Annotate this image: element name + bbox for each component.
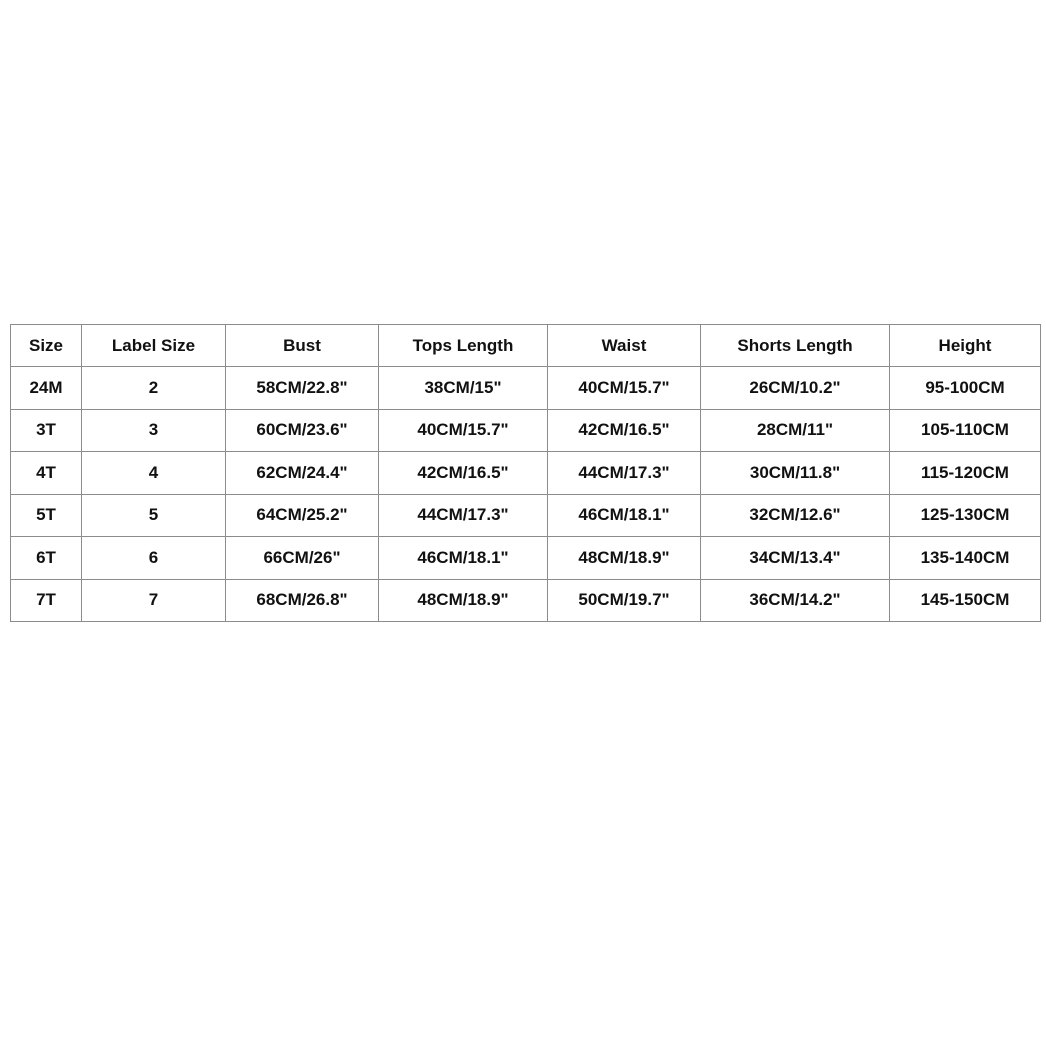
cell-label-size: 3 <box>82 409 226 452</box>
cell-waist: 48CM/18.9" <box>548 537 701 580</box>
cell-tops-length: 40CM/15.7" <box>379 409 548 452</box>
header-bust: Bust <box>226 325 379 367</box>
cell-waist: 40CM/15.7" <box>548 367 701 410</box>
cell-size: 4T <box>11 452 82 495</box>
table-row <box>11 537 1041 580</box>
header-shorts-length: Shorts Length <box>701 325 890 367</box>
cell-height: 115-120CM <box>890 452 1041 495</box>
size-chart-table <box>10 324 1041 622</box>
cell-label-size: 6 <box>82 537 226 580</box>
cell-waist: 50CM/19.7" <box>548 579 701 622</box>
table-row <box>11 367 1041 410</box>
cell-tops-length: 38CM/15" <box>379 367 548 410</box>
cell-label-size: 5 <box>82 494 226 537</box>
cell-label-size: 7 <box>82 579 226 622</box>
header-waist: Waist <box>548 325 701 367</box>
cell-waist: 44CM/17.3" <box>548 452 701 495</box>
cell-bust: 68CM/26.8" <box>226 579 379 622</box>
cell-height: 125-130CM <box>890 494 1041 537</box>
cell-bust: 60CM/23.6" <box>226 409 379 452</box>
cell-shorts-length: 34CM/13.4" <box>701 537 890 580</box>
cell-bust: 66CM/26" <box>226 537 379 580</box>
cell-height: 145-150CM <box>890 579 1041 622</box>
header-height: Height <box>890 325 1041 367</box>
cell-bust: 62CM/24.4" <box>226 452 379 495</box>
header-size: Size <box>11 325 82 367</box>
header-row <box>11 325 1041 367</box>
cell-tops-length: 46CM/18.1" <box>379 537 548 580</box>
cell-label-size: 4 <box>82 452 226 495</box>
cell-size: 6T <box>11 537 82 580</box>
cell-shorts-length: 28CM/11" <box>701 409 890 452</box>
cell-size: 7T <box>11 579 82 622</box>
cell-size: 24M <box>11 367 82 410</box>
cell-height: 105-110CM <box>890 409 1041 452</box>
cell-tops-length: 44CM/17.3" <box>379 494 548 537</box>
table-row <box>11 409 1041 452</box>
cell-bust: 58CM/22.8" <box>226 367 379 410</box>
cell-waist: 42CM/16.5" <box>548 409 701 452</box>
cell-waist: 46CM/18.1" <box>548 494 701 537</box>
cell-shorts-length: 30CM/11.8" <box>701 452 890 495</box>
cell-shorts-length: 36CM/14.2" <box>701 579 890 622</box>
cell-shorts-length: 26CM/10.2" <box>701 367 890 410</box>
cell-tops-length: 42CM/16.5" <box>379 452 548 495</box>
cell-size: 5T <box>11 494 82 537</box>
table-row <box>11 494 1041 537</box>
cell-height: 95-100CM <box>890 367 1041 410</box>
cell-size: 3T <box>11 409 82 452</box>
table-row <box>11 579 1041 622</box>
cell-bust: 64CM/25.2" <box>226 494 379 537</box>
header-tops-length: Tops Length <box>379 325 548 367</box>
cell-tops-length: 48CM/18.9" <box>379 579 548 622</box>
cell-height: 135-140CM <box>890 537 1041 580</box>
cell-label-size: 2 <box>82 367 226 410</box>
table-row <box>11 452 1041 495</box>
cell-shorts-length: 32CM/12.6" <box>701 494 890 537</box>
header-label-size: Label Size <box>82 325 226 367</box>
